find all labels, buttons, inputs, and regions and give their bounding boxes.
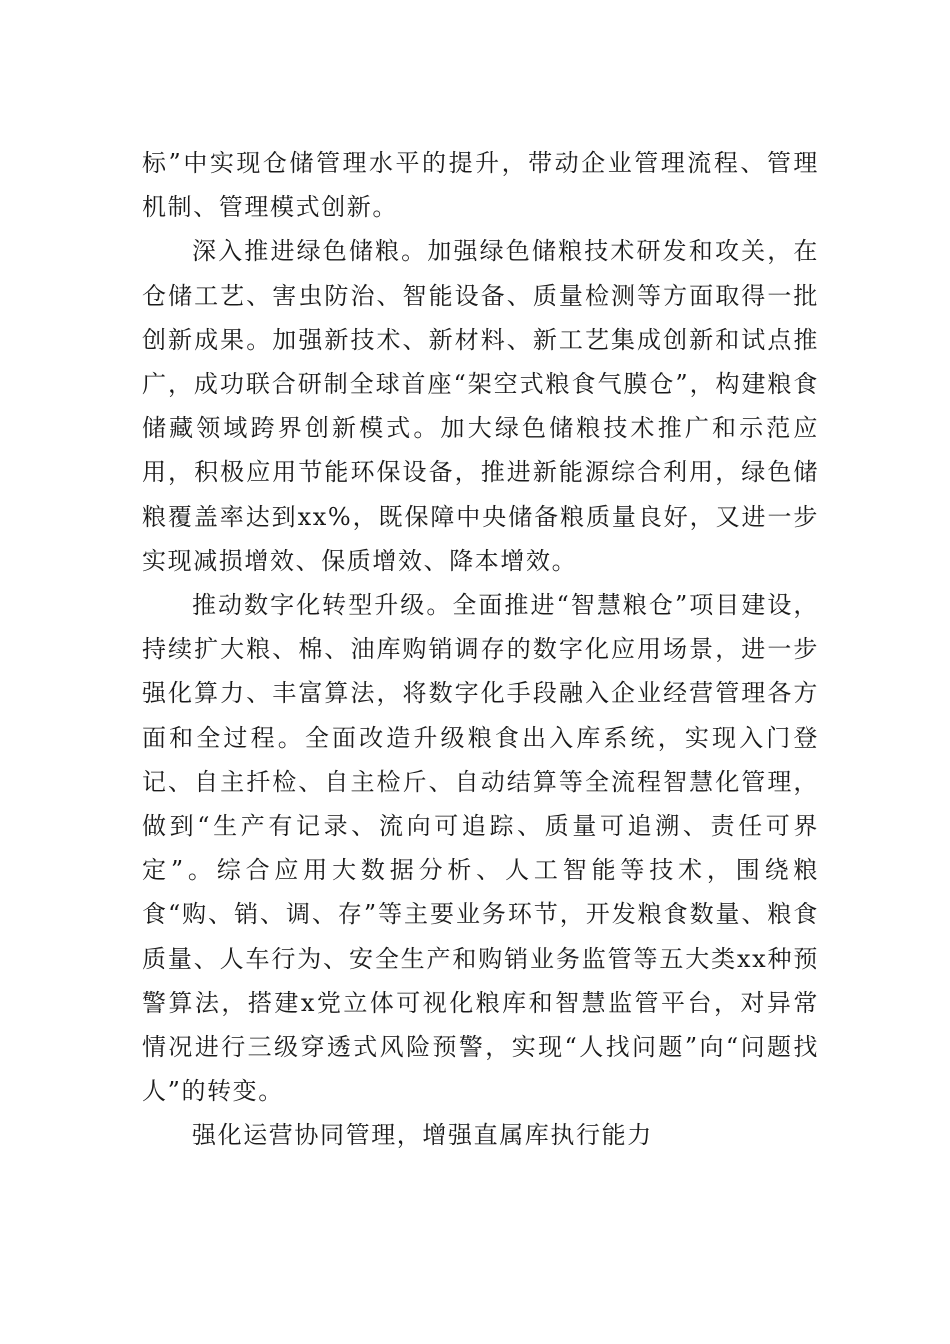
document-body [142,141,819,1158]
paragraph-green-storage: 深入推进绿色储粮。加强绿色储粮技术研发和攻关，在仓储工艺、害虫防治、智能设备、质量检测等方面取得一批创新成果。加强新技术、新材料、新工艺集成创新和试点推广，成功联合研制全球首座“架空式粮食气膜仓”，构建粮食储藏领域跨界创新模式。加大绿色储粮技术推广和示范应用，积极应用节能环保设备，推进新能源综合利用，绿色储粮覆盖率达到xx%，既保障中央储备粮质量良好，又进一步实现减损增效、保质增效、降本增效。 [142,237,819,575]
paragraph-continuation: 标”中实现仓储管理水平的提升，带动企业管理流程、管理机制、管理模式创新。 [142,149,819,222]
paragraph-section-heading: 强化运营协同管理，增强直属库执行能力 [192,1121,653,1150]
paragraph-digital-transformation: 推动数字化转型升级。全面推进“智慧粮仓”项目建设，持续扩大粮、棉、油库购销调存的数字化应用场景，进一步强化算力、丰富算法，将数字化手段融入企业经营管理各方面和全过程。全面改造升级粮食出入库系统，实现入门登记、自主扦检、自主检斤、自动结算等全流程智慧化管理，做到“生产有记录、流向可追踪、质量可追溯、责任可界定”。综合应用大数据分析、人工智能等技术，围绕粮食“购、销、调、存”等主要业务环节，开发粮食数量、粮食质量、人车行为、安全生产和购销业务监管等五大类xx种预警算法，搭建x党立体可视化粮库和智慧监管平台，对异常情况进行三级穿透式风险预警，实现“人找问题”向“问题找人”的转变。 [142,591,819,1106]
